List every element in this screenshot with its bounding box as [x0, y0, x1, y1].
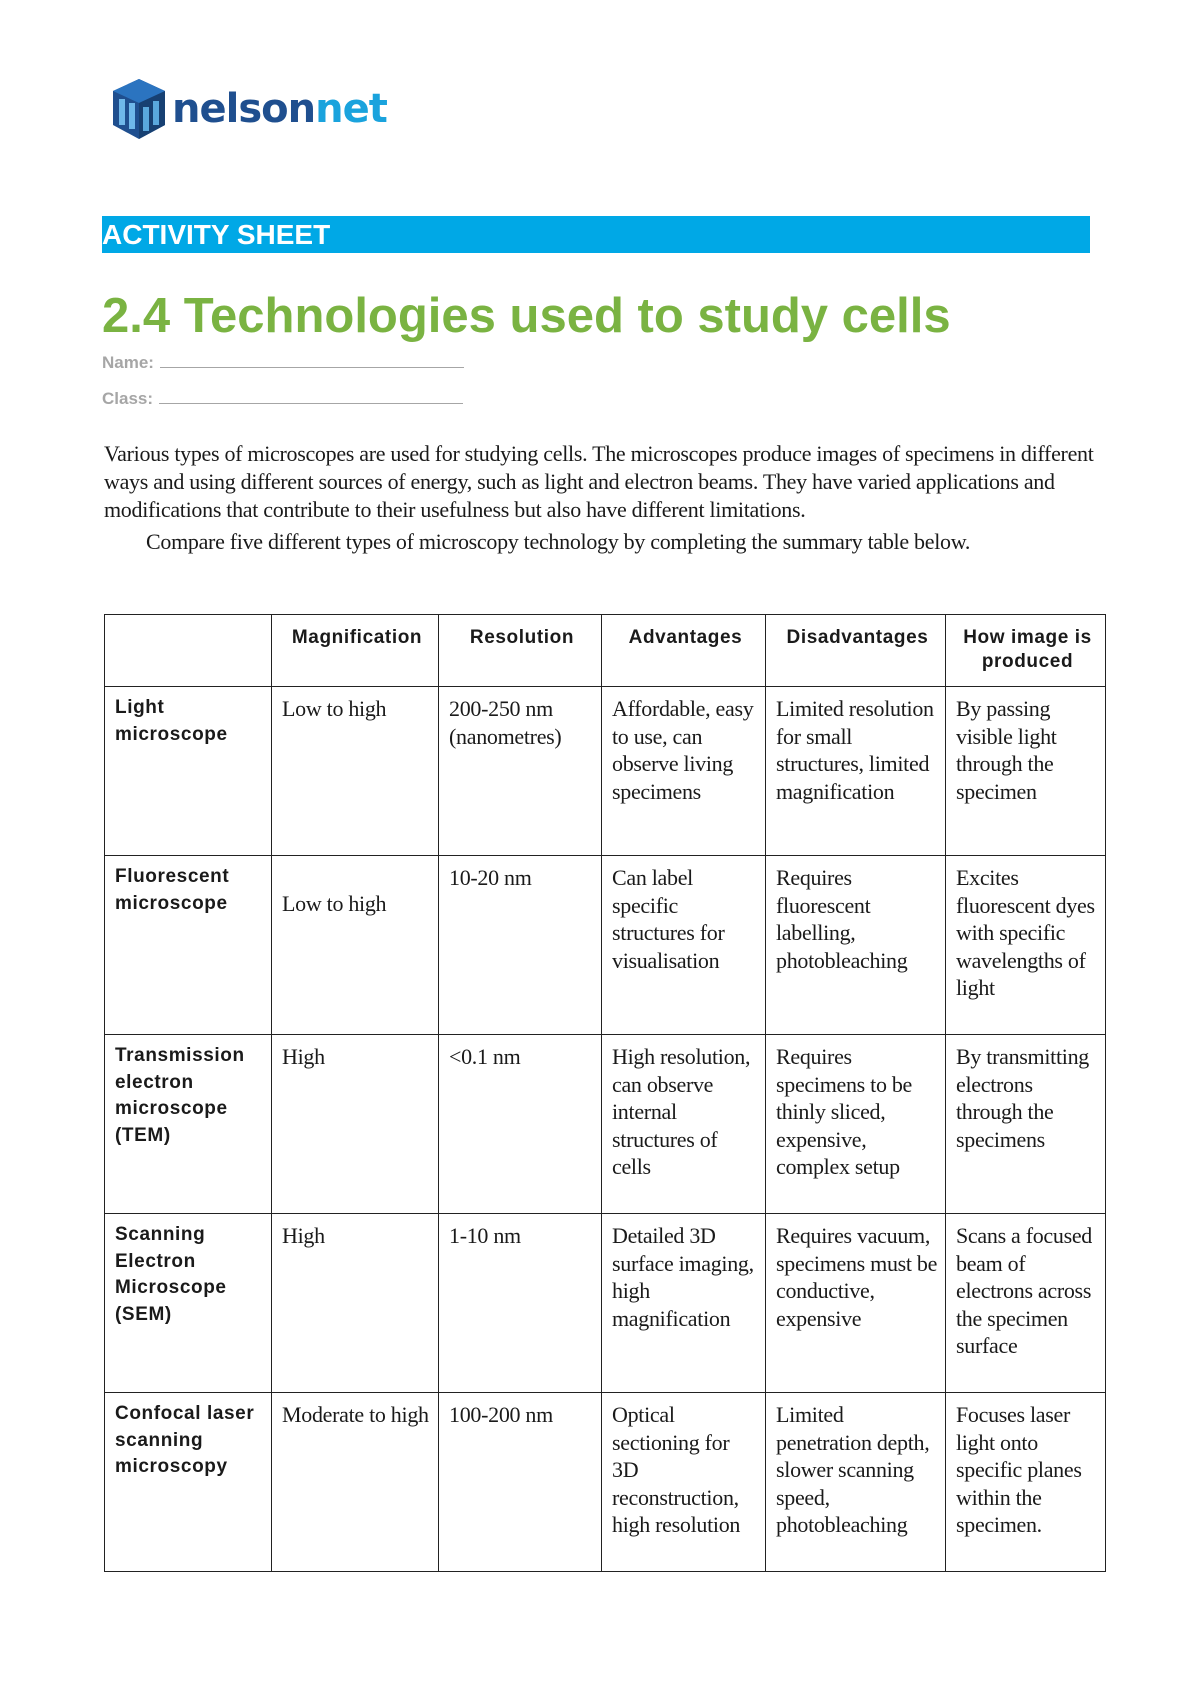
intro-text	[104, 440, 1104, 556]
logo-text-net: net	[315, 86, 387, 132]
header-disadvantages: Disadvantages	[766, 615, 946, 687]
cell-image-produced[interactable]: Focuses laser light onto specific planes within the specimen.	[946, 1393, 1106, 1572]
row-name: Scanning Electron Microscope (SEM)	[105, 1214, 272, 1393]
cell-image-produced[interactable]: Scans a focused beam of electrons across the specimen surface	[946, 1214, 1106, 1393]
cell-advantages[interactable]: Affordable, easy to use, can observe living specimens	[602, 687, 766, 856]
cell-advantages[interactable]: Detailed 3D surface imaging, high magnification	[602, 1214, 766, 1393]
table-row	[105, 1393, 1106, 1572]
cell-resolution[interactable]: 100-200 nm	[439, 1393, 602, 1572]
cell-disadvantages[interactable]: Requires fluorescent labelling, photobleaching	[766, 856, 946, 1035]
header-blank	[105, 615, 272, 687]
class-label: Class:	[102, 389, 154, 408]
row-name: Confocal laser scanning microscopy	[105, 1393, 272, 1572]
cell-image-produced[interactable]: Excites fluorescent dyes with specific wavelengths of light	[946, 856, 1106, 1035]
page-title: 2.4 Technologies used to study cells	[102, 289, 951, 343]
row-name: Transmission electron microscope (TEM)	[105, 1035, 272, 1214]
cell-image-produced[interactable]: By passing visible light through the specimen	[946, 687, 1106, 856]
cell-magnification[interactable]: Low to high	[272, 687, 439, 856]
name-label: Name:	[102, 353, 154, 372]
header-resolution: Resolution	[439, 615, 602, 687]
cell-resolution[interactable]: 200-250 nm (nanometres)	[439, 687, 602, 856]
name-field[interactable]	[102, 353, 464, 373]
class-field[interactable]	[102, 389, 463, 409]
table-row	[105, 1214, 1106, 1393]
intro-paragraph: Various types of microscopes are used for studying cells. The microscopes produce images of specimens in different ways and using different sources of energy, such as light and electron beams. They have varied applications and modifications that contribute to their usefulness but also have different limitations.	[104, 441, 1094, 522]
nelsonnet-logo	[110, 76, 387, 142]
table-row	[105, 856, 1106, 1035]
cell-resolution[interactable]: 10-20 nm	[439, 856, 602, 1035]
cell-resolution[interactable]: 1-10 nm	[439, 1214, 602, 1393]
cell-disadvantages[interactable]: Requires vacuum, specimens must be conductive, expensive	[766, 1214, 946, 1393]
activity-sheet-banner: ACTIVITY SHEET	[102, 216, 1090, 253]
microscopy-summary-table	[104, 614, 1106, 1572]
cell-disadvantages[interactable]: Limited resolution for small structures, limited magnification	[766, 687, 946, 856]
header-magnification: Magnification	[272, 615, 439, 687]
cell-image-produced[interactable]: By transmitting electrons through the specimens	[946, 1035, 1106, 1214]
nelsonnet-cube-logo-icon	[110, 77, 168, 141]
cell-disadvantages[interactable]: Limited penetration depth, slower scanning speed, photobleaching	[766, 1393, 946, 1572]
cell-magnification[interactable]: High	[272, 1035, 439, 1214]
table-header-row	[105, 615, 1106, 687]
cell-magnification[interactable]: Low to high	[272, 856, 439, 1035]
class-line[interactable]	[159, 389, 463, 404]
cell-magnification[interactable]: Moderate to high	[272, 1393, 439, 1572]
cell-advantages[interactable]: Can label specific structures for visualisation	[602, 856, 766, 1035]
name-line[interactable]	[160, 353, 464, 368]
instruction-paragraph: Compare five different types of microscopy technology by completing the summary table below.	[146, 529, 971, 554]
cell-magnification[interactable]: High	[272, 1214, 439, 1393]
logo-text-nelson: nelson	[172, 86, 316, 132]
header-advantages: Advantages	[602, 615, 766, 687]
cell-resolution[interactable]: <0.1 nm	[439, 1035, 602, 1214]
cell-advantages[interactable]: High resolution, can observe internal structures of cells	[602, 1035, 766, 1214]
header-how-image-produced: How image is produced	[946, 615, 1106, 687]
row-name: Fluorescent microscope	[105, 856, 272, 1035]
cell-advantages[interactable]: Optical sectioning for 3D reconstruction, high resolution	[602, 1393, 766, 1572]
row-name: Light microscope	[105, 687, 272, 856]
cell-disadvantages[interactable]: Requires specimens to be thinly sliced, expensive, complex setup	[766, 1035, 946, 1214]
table-row	[105, 1035, 1106, 1214]
logo-wordmark	[172, 86, 387, 132]
table-row	[105, 687, 1106, 856]
